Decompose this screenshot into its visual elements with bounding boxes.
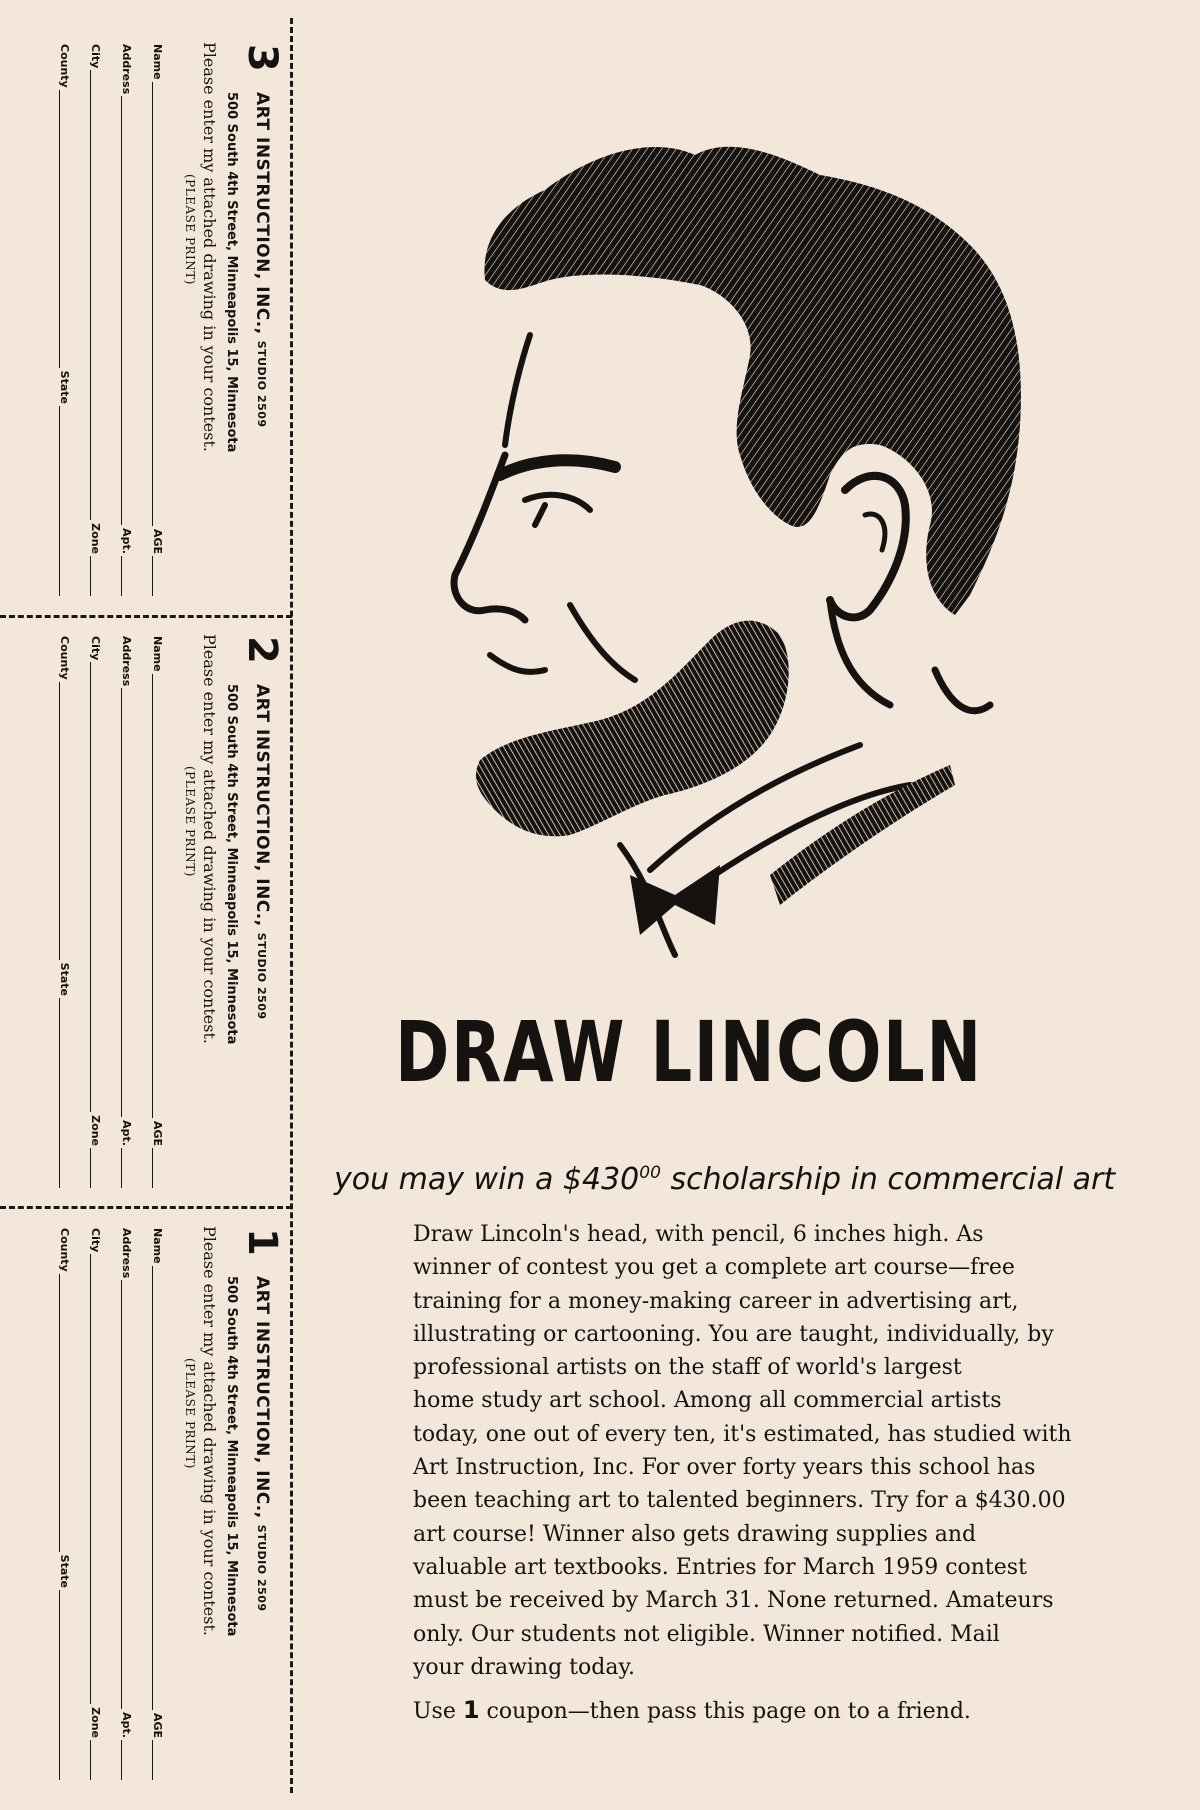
city-label: City xyxy=(89,1228,102,1253)
city-field[interactable] xyxy=(89,1228,120,1783)
address-field[interactable] xyxy=(120,44,151,599)
scholarship-cents: 00 xyxy=(639,1163,661,1183)
city-input[interactable] xyxy=(90,1254,101,1704)
county-field[interactable] xyxy=(58,636,89,1191)
address-label: Address xyxy=(120,44,133,95)
address-field[interactable] xyxy=(120,1228,151,1783)
coupon-studio: STUDIO 2509 xyxy=(255,1524,269,1612)
body-line: been teaching art to talented beginners. Try for a $430.00 xyxy=(413,1488,1066,1514)
name-field[interactable] xyxy=(151,44,182,599)
county-input[interactable] xyxy=(59,682,70,960)
city-field[interactable] xyxy=(89,44,120,599)
coupon-company: ART INSTRUCTION, INC., xyxy=(252,92,272,335)
coupon-print-note: (PLEASE PRINT) xyxy=(183,1358,197,1469)
footer-coupon-count: 1 xyxy=(462,1696,480,1724)
apt-label: Apt. xyxy=(120,1712,133,1738)
city-input[interactable] xyxy=(90,662,101,1112)
name-label: Name xyxy=(151,1228,164,1264)
name-field[interactable] xyxy=(151,636,182,1191)
name-input[interactable] xyxy=(152,674,163,1118)
coupon-instruction: Please enter my attached drawing in your contest. xyxy=(200,634,219,1044)
city-label: City xyxy=(89,44,102,69)
state-label: State xyxy=(58,1554,71,1588)
zone-label: Zone xyxy=(89,523,102,554)
county-input[interactable] xyxy=(59,1274,70,1552)
footer-before: Use xyxy=(413,1699,463,1724)
body-line: winner of contest you get a complete art course—free xyxy=(413,1255,1015,1281)
coupon-number: 3 xyxy=(239,44,285,72)
address-input[interactable] xyxy=(121,96,132,525)
zone-input[interactable] xyxy=(90,556,101,596)
city-input[interactable] xyxy=(90,70,101,520)
address-label: Address xyxy=(120,636,133,687)
address-input[interactable] xyxy=(121,688,132,1117)
state-label: State xyxy=(58,962,71,996)
body-line: art course! Winner also gets drawing supplies and xyxy=(413,1521,977,1547)
coupon-column xyxy=(0,0,292,1810)
zone-label: Zone xyxy=(89,1707,102,1738)
age-label: AGE xyxy=(151,528,164,554)
cut-line-horizontal xyxy=(0,615,292,618)
lincoln-portrait-illustration xyxy=(450,95,1130,1015)
body-line: your drawing today. xyxy=(413,1654,635,1680)
zone-input[interactable] xyxy=(90,1148,101,1188)
eye xyxy=(525,495,590,525)
eyebrow xyxy=(500,460,615,475)
apt-input[interactable] xyxy=(121,1148,132,1188)
mouth-line xyxy=(490,605,635,680)
coupon-company: ART INSTRUCTION, INC., xyxy=(252,1276,272,1519)
coupon-instruction: Please enter my attached drawing in your contest. xyxy=(200,42,219,452)
body-line: illustrating or cartooning. You are taught, individually, by xyxy=(413,1321,1054,1347)
body-line: today, one out of every ten, it's estimated, has studied with xyxy=(413,1421,1072,1447)
bow-tie xyxy=(630,865,720,935)
name-input[interactable] xyxy=(152,1266,163,1710)
city-label: City xyxy=(89,636,102,661)
coupon-studio: STUDIO 2509 xyxy=(255,340,269,428)
zone-label: Zone xyxy=(89,1115,102,1146)
footer-line xyxy=(413,1696,1133,1724)
county-label: County xyxy=(58,636,71,680)
age-label: AGE xyxy=(151,1120,164,1146)
age-input[interactable] xyxy=(152,556,163,596)
body-line: only. Our students not eligible. Winner notified. Mail xyxy=(413,1621,1000,1647)
coupon-address: 500 South 4th Street, Minneapolis 15, Minnesota xyxy=(224,1276,239,1637)
age-input[interactable] xyxy=(152,1740,163,1780)
body-line: home study art school. Among all commercial artists xyxy=(413,1388,1002,1414)
hair-shape xyxy=(484,147,1020,615)
scholarship-price: $430 xyxy=(562,1162,640,1197)
address-field[interactable] xyxy=(120,636,151,1191)
ear-inner xyxy=(865,514,885,550)
coupon-print-note: (PLEASE PRINT) xyxy=(183,766,197,877)
subheadline-before: you may win a xyxy=(334,1162,563,1197)
body-copy xyxy=(413,1218,1133,1684)
lapel-shading xyxy=(770,765,955,905)
county-input[interactable] xyxy=(59,90,70,368)
headline: DRAW LINCOLN xyxy=(395,1003,983,1101)
state-input[interactable] xyxy=(59,406,70,596)
name-input[interactable] xyxy=(152,82,163,526)
coupon-print-note: (PLEASE PRINT) xyxy=(183,174,197,285)
apt-input[interactable] xyxy=(121,1740,132,1780)
body-line: Draw Lincoln's head, with pencil, 6 inches high. As xyxy=(413,1222,984,1247)
state-label: State xyxy=(58,370,71,404)
forehead-outline xyxy=(505,335,530,445)
body-line: valuable art textbooks. Entries for March 1959 contest xyxy=(413,1554,1027,1580)
city-field[interactable] xyxy=(89,636,120,1191)
coupon-company: ART INSTRUCTION, INC., xyxy=(252,684,272,927)
footer-after: coupon—then pass this page on to a friend. xyxy=(479,1699,971,1724)
cut-line-horizontal xyxy=(0,1206,292,1209)
coupon-number: 2 xyxy=(239,636,285,664)
coupon-instruction: Please enter my attached drawing in your contest. xyxy=(200,1226,219,1636)
address-label: Address xyxy=(120,1228,133,1279)
address-input[interactable] xyxy=(121,1280,132,1709)
zone-input[interactable] xyxy=(90,1740,101,1780)
body-line: training for a money-making career in advertising art, xyxy=(413,1288,1019,1314)
name-field[interactable] xyxy=(151,1228,182,1783)
name-label: Name xyxy=(151,44,164,80)
county-field[interactable] xyxy=(58,44,89,599)
age-input[interactable] xyxy=(152,1148,163,1188)
state-input[interactable] xyxy=(59,1590,70,1780)
apt-label: Apt. xyxy=(120,1120,133,1146)
state-input[interactable] xyxy=(59,998,70,1188)
body-line: professional artists on the staff of world's largest xyxy=(413,1355,962,1381)
age-label: AGE xyxy=(151,1712,164,1738)
ear-outline xyxy=(830,476,906,618)
coupon-number: 1 xyxy=(239,1228,285,1256)
apt-label: Apt. xyxy=(120,528,133,554)
subheadline xyxy=(334,1162,1194,1198)
nose-outline xyxy=(454,455,525,620)
apt-input[interactable] xyxy=(121,556,132,596)
body-line: Art Instruction, Inc. For over forty years this school has xyxy=(413,1455,1036,1481)
coupon-address: 500 South 4th Street, Minneapolis 15, Minnesota xyxy=(224,684,239,1045)
body-line: must be received by March 31. None returned. Amateurs xyxy=(413,1588,1054,1614)
subheadline-after: scholarship in commercial art xyxy=(660,1162,1116,1197)
county-label: County xyxy=(58,44,71,88)
coupon-studio: STUDIO 2509 xyxy=(255,932,269,1020)
county-field[interactable] xyxy=(58,1228,89,1783)
county-label: County xyxy=(58,1228,71,1272)
name-label: Name xyxy=(151,636,164,672)
coupon-address: 500 South 4th Street, Minneapolis 15, Minnesota xyxy=(224,92,239,453)
cut-line-vertical xyxy=(290,18,293,1793)
